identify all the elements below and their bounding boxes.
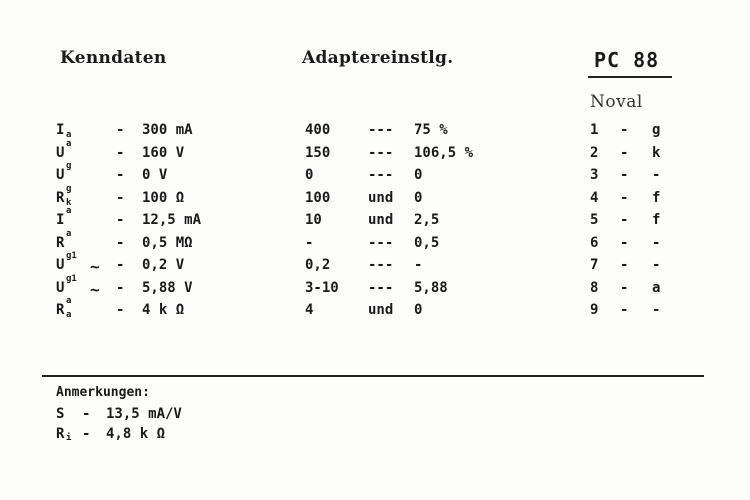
cell-value: 12,5 mA xyxy=(142,212,202,228)
cell-sup: a xyxy=(66,206,72,216)
tube-type-title: PC 88 xyxy=(594,48,660,72)
cell-a1: 0 xyxy=(305,167,314,183)
cell-sym: R xyxy=(56,234,65,251)
cell-eq: - xyxy=(116,189,125,206)
cell-a1: 100 xyxy=(305,189,331,206)
table-row xyxy=(0,183,750,208)
cell-a2: --- xyxy=(368,144,394,161)
tube-base-label: Noval xyxy=(590,92,643,112)
cell-a1: 150 xyxy=(305,144,331,161)
cell-pv: k xyxy=(652,144,661,161)
cell-pd: - xyxy=(620,122,629,138)
cell-pin: 5 xyxy=(590,212,599,228)
cell-pin: 7 xyxy=(590,257,599,273)
note-sym: S xyxy=(56,406,65,422)
cell-a2: --- xyxy=(368,279,394,296)
cell-pd: - xyxy=(620,234,629,251)
table-row xyxy=(0,273,750,299)
table-row xyxy=(0,138,750,161)
cell-sym: I xyxy=(56,122,65,138)
cell-pv: - xyxy=(652,167,661,183)
cell-pv: a xyxy=(652,279,661,296)
note-sub: i xyxy=(66,433,72,443)
cell-sup: g1 xyxy=(66,251,77,261)
cell-a3: 106,5 % xyxy=(414,144,474,161)
note-row xyxy=(0,426,750,442)
cell-pv: - xyxy=(652,302,661,318)
cell-pin: 1 xyxy=(590,122,599,138)
cell-pin: 9 xyxy=(590,302,599,318)
cell-sym: R xyxy=(56,302,65,318)
cell-a3: - xyxy=(414,257,423,273)
cell-a3: 0 xyxy=(414,167,423,183)
cell-sup: a xyxy=(66,228,72,239)
cell-eq: - xyxy=(116,279,125,296)
cell-sym: U xyxy=(56,279,65,296)
cell-a3: 2,5 xyxy=(414,212,440,228)
cell-value: 0 V xyxy=(142,167,168,183)
cell-eq: - xyxy=(116,234,125,251)
cell-value: 4 k Ω xyxy=(142,302,185,318)
cell-eq: - xyxy=(116,122,125,138)
cell-eq: - xyxy=(116,302,125,318)
cell-pv: - xyxy=(652,257,661,273)
kenndaten-heading: Kenndaten xyxy=(60,48,167,68)
table-row xyxy=(0,122,750,138)
cell-sym: U xyxy=(56,257,65,273)
cell-pin: 4 xyxy=(590,189,599,206)
cell-value: 0,2 V xyxy=(142,257,185,273)
cell-sup: g1 xyxy=(66,273,77,284)
table-row xyxy=(0,251,750,276)
adapter-settings-heading: Adaptereinstlg. xyxy=(302,48,454,68)
cell-pd: - xyxy=(620,189,629,206)
table-row xyxy=(0,228,750,251)
cell-value: 300 mA xyxy=(142,122,193,138)
note-eq: - xyxy=(82,426,91,442)
cell-value: 0,5 MΩ xyxy=(142,234,193,251)
cell-a2: --- xyxy=(368,167,394,183)
cell-pin: 6 xyxy=(590,234,599,251)
cell-a2: und xyxy=(368,212,394,228)
note-value: 4,8 k Ω xyxy=(106,426,166,442)
note-sym: R xyxy=(56,426,65,442)
cell-wave: ~ xyxy=(90,257,100,276)
cell-a3: 0,5 xyxy=(414,234,440,251)
tube-title-underline xyxy=(588,76,672,78)
note-eq: - xyxy=(82,406,91,422)
cell-sym: U xyxy=(56,167,65,183)
cell-eq: - xyxy=(116,257,125,273)
cell-pv: f xyxy=(652,212,661,228)
cell-value: 100 Ω xyxy=(142,189,185,206)
cell-a1: - xyxy=(305,234,314,251)
cell-pv: f xyxy=(652,189,661,206)
cell-a1: 400 xyxy=(305,122,331,138)
cell-a2: --- xyxy=(368,122,394,138)
cell-pd: - xyxy=(620,279,629,296)
cell-sym: I xyxy=(56,212,65,228)
cell-sub: a xyxy=(66,130,72,140)
cell-eq: - xyxy=(116,144,125,161)
notes-heading: Anmerkungen: xyxy=(56,385,150,400)
cell-sup: a xyxy=(66,138,72,149)
cell-eq: - xyxy=(116,167,125,183)
cell-pin: 2 xyxy=(590,144,599,161)
cell-a1: 3-10 xyxy=(305,279,339,296)
cell-pd: - xyxy=(620,212,629,228)
cell-pd: - xyxy=(620,302,629,318)
cell-a2: und xyxy=(368,302,394,318)
cell-pd: - xyxy=(620,257,629,273)
cell-sub: k xyxy=(66,197,72,208)
cell-a1: 4 xyxy=(305,302,314,318)
cell-a3: 0 xyxy=(414,302,423,318)
cell-a3: 0 xyxy=(414,189,423,206)
table-row xyxy=(0,161,750,183)
cell-sup: g xyxy=(66,161,72,171)
cell-sup: g xyxy=(66,183,72,194)
cell-sym: R xyxy=(56,189,65,206)
cell-pin: 8 xyxy=(590,279,599,296)
note-value: 13,5 mA/V xyxy=(106,406,182,422)
cell-a2: --- xyxy=(368,234,394,251)
cell-value: 160 V xyxy=(142,144,185,161)
cell-value: 5,88 V xyxy=(142,279,193,296)
cell-pv: g xyxy=(652,122,661,138)
table-row xyxy=(0,206,750,228)
cell-a1: 10 xyxy=(305,212,322,228)
section-divider xyxy=(42,375,704,377)
cell-a2: --- xyxy=(368,257,394,273)
cell-eq: - xyxy=(116,212,125,228)
cell-pd: - xyxy=(620,167,629,183)
note-row xyxy=(0,406,750,422)
cell-a3: 75 % xyxy=(414,122,448,138)
cell-pin: 3 xyxy=(590,167,599,183)
cell-sub: a xyxy=(66,310,72,320)
cell-a1: 0,2 xyxy=(305,257,331,273)
cell-pd: - xyxy=(620,144,629,161)
cell-a3: 5,88 xyxy=(414,279,448,296)
cell-wave: ~ xyxy=(90,279,100,299)
cell-a2: und xyxy=(368,189,394,206)
cell-pv: - xyxy=(652,234,661,251)
cell-sup: a xyxy=(66,296,72,306)
cell-sym: U xyxy=(56,144,65,161)
table-row xyxy=(0,296,750,320)
